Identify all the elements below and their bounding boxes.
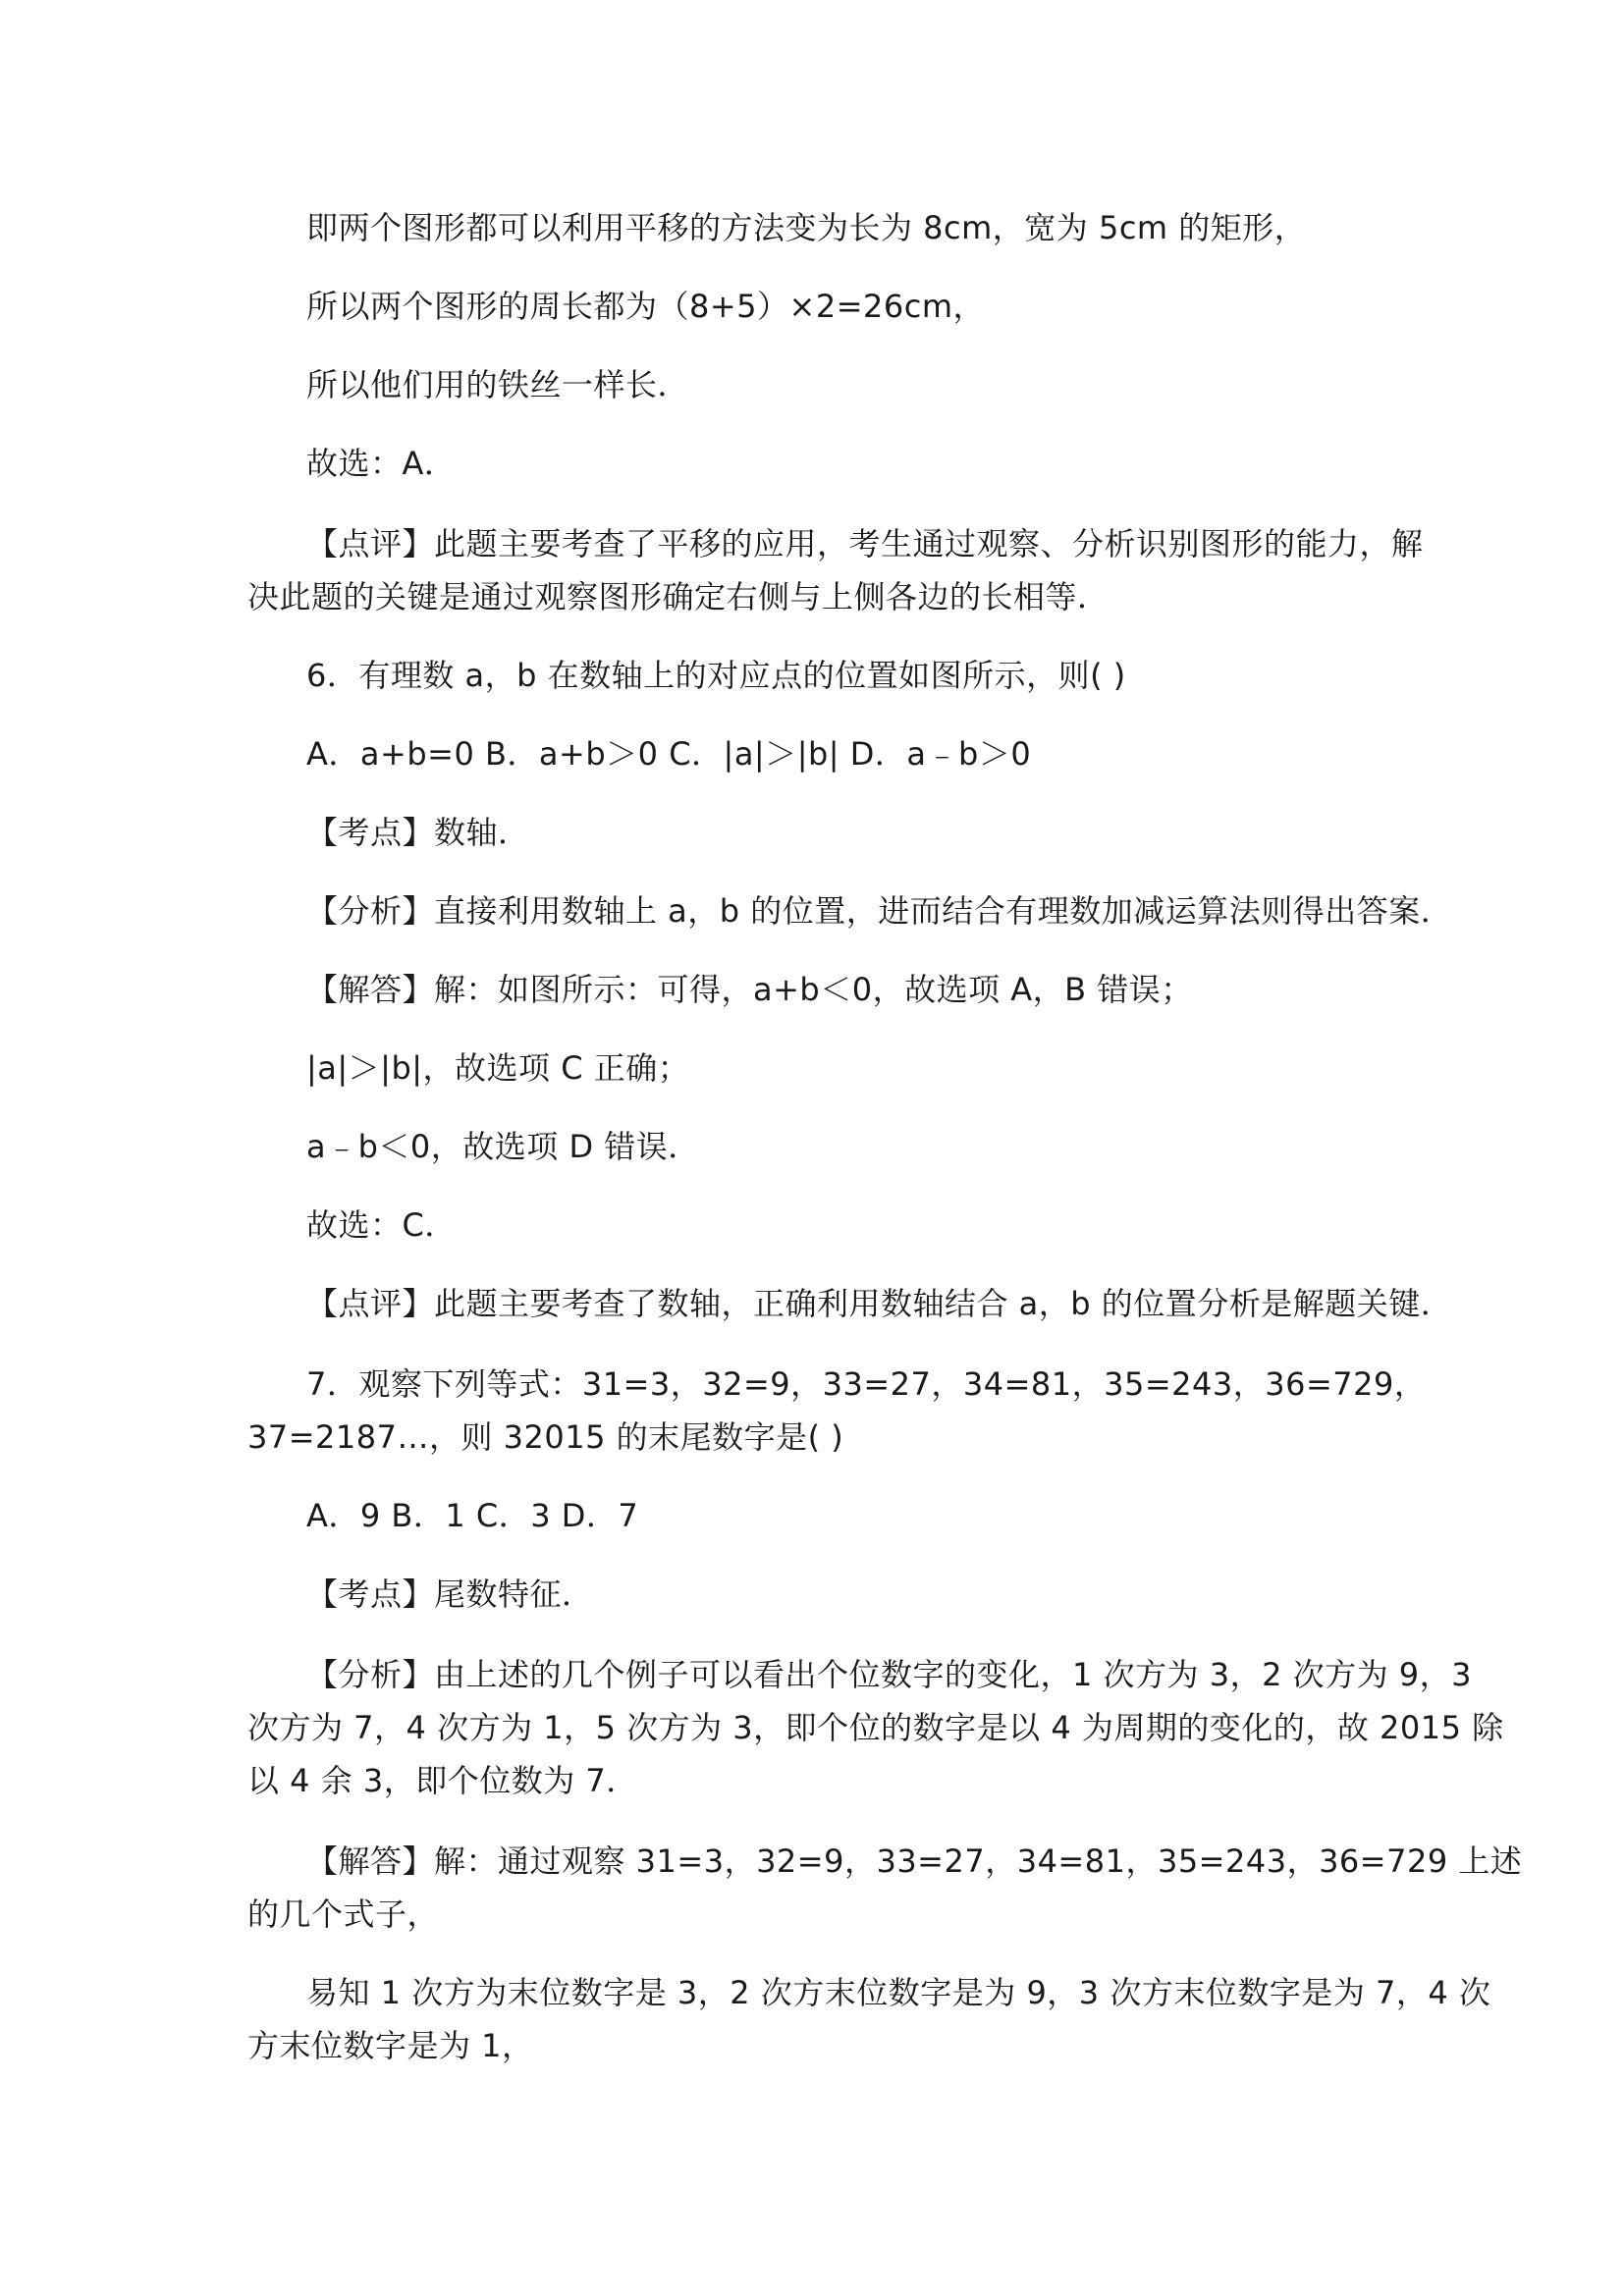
text-line: |a|＞|b|，故选项 C 正确； [306, 1049, 690, 1087]
question-6-options: A．a+b=0 B．a+b＞0 C．|a|＞|b| D．a﹣b＞0 [306, 735, 1032, 773]
text-line: 【分析】由上述的几个例子可以看出个位数字的变化，1 次方为 3，2 次方为 9，3 [306, 1656, 1472, 1693]
text-line: 【考点】数轴． [306, 814, 530, 851]
text-line: 故选：A． [306, 445, 457, 482]
text-line: 37=2187…，则 32015 的末尾数字是( ) [247, 1418, 844, 1456]
text-line: 【考点】尾数特征． [306, 1575, 594, 1613]
text-line: 【点评】此题主要考查了平移的应用，考生通过观察、分析识别图形的能力，解 [306, 525, 1424, 562]
question-6: 6．有理数 a，b 在数轴上的对应点的位置如图所示，则( ) [306, 657, 1126, 694]
text-line: 决此题的关键是通过观察图形确定右侧与上侧各边的长相等． [247, 578, 1110, 615]
text-line: 【解答】解：通过观察 31=3，32=9，33=27，34=81，35=243，36=729 上述 [306, 1842, 1523, 1880]
question-7-options: A．9 B．1 C．3 D．7 [306, 1497, 639, 1534]
text-line: 易知 1 次方为末位数字是 3，2 次方末位数字是为 9，3 次方末位数字是为 7，4 次 [306, 1974, 1491, 2011]
text-line: 次方为 7，4 次方为 1，5 次方为 3，即个位的数字是以 4 为周期的变化的，故 2015 除 [247, 1709, 1504, 1746]
text-line: 所以他们用的铁丝一样长． [306, 366, 690, 403]
text-line: a﹣b＜0，故选项 D 错误． [306, 1128, 700, 1165]
text-line: 【分析】直接利用数轴上 a，b 的位置，进而结合有理数加减运算法则得出答案． [306, 892, 1453, 930]
text-line: 即两个图形都可以利用平移的方法变为长为 8cm，宽为 5cm 的矩形， [306, 209, 1307, 246]
question-7: 7．观察下列等式：31=3，32=9，33=27，34=81，35=243，36=729， [306, 1365, 1427, 1403]
text-line: 所以两个图形的周长都为（8+5）×2=26cm， [306, 288, 986, 325]
text-line: 方末位数字是为 1， [247, 2027, 534, 2064]
text-line: 【解答】解：如图所示：可得，a+b＜0，故选项 A，B 错误； [306, 971, 1193, 1008]
text-line: 以 4 余 3，即个位数为 7． [247, 1762, 638, 1799]
text-line: 【点评】此题主要考查了数轴，正确利用数轴结合 a，b 的位置分析是解题关键． [306, 1285, 1453, 1322]
text-line: 的几个式子， [247, 1896, 440, 1933]
text-line: 故选：C． [306, 1206, 457, 1244]
